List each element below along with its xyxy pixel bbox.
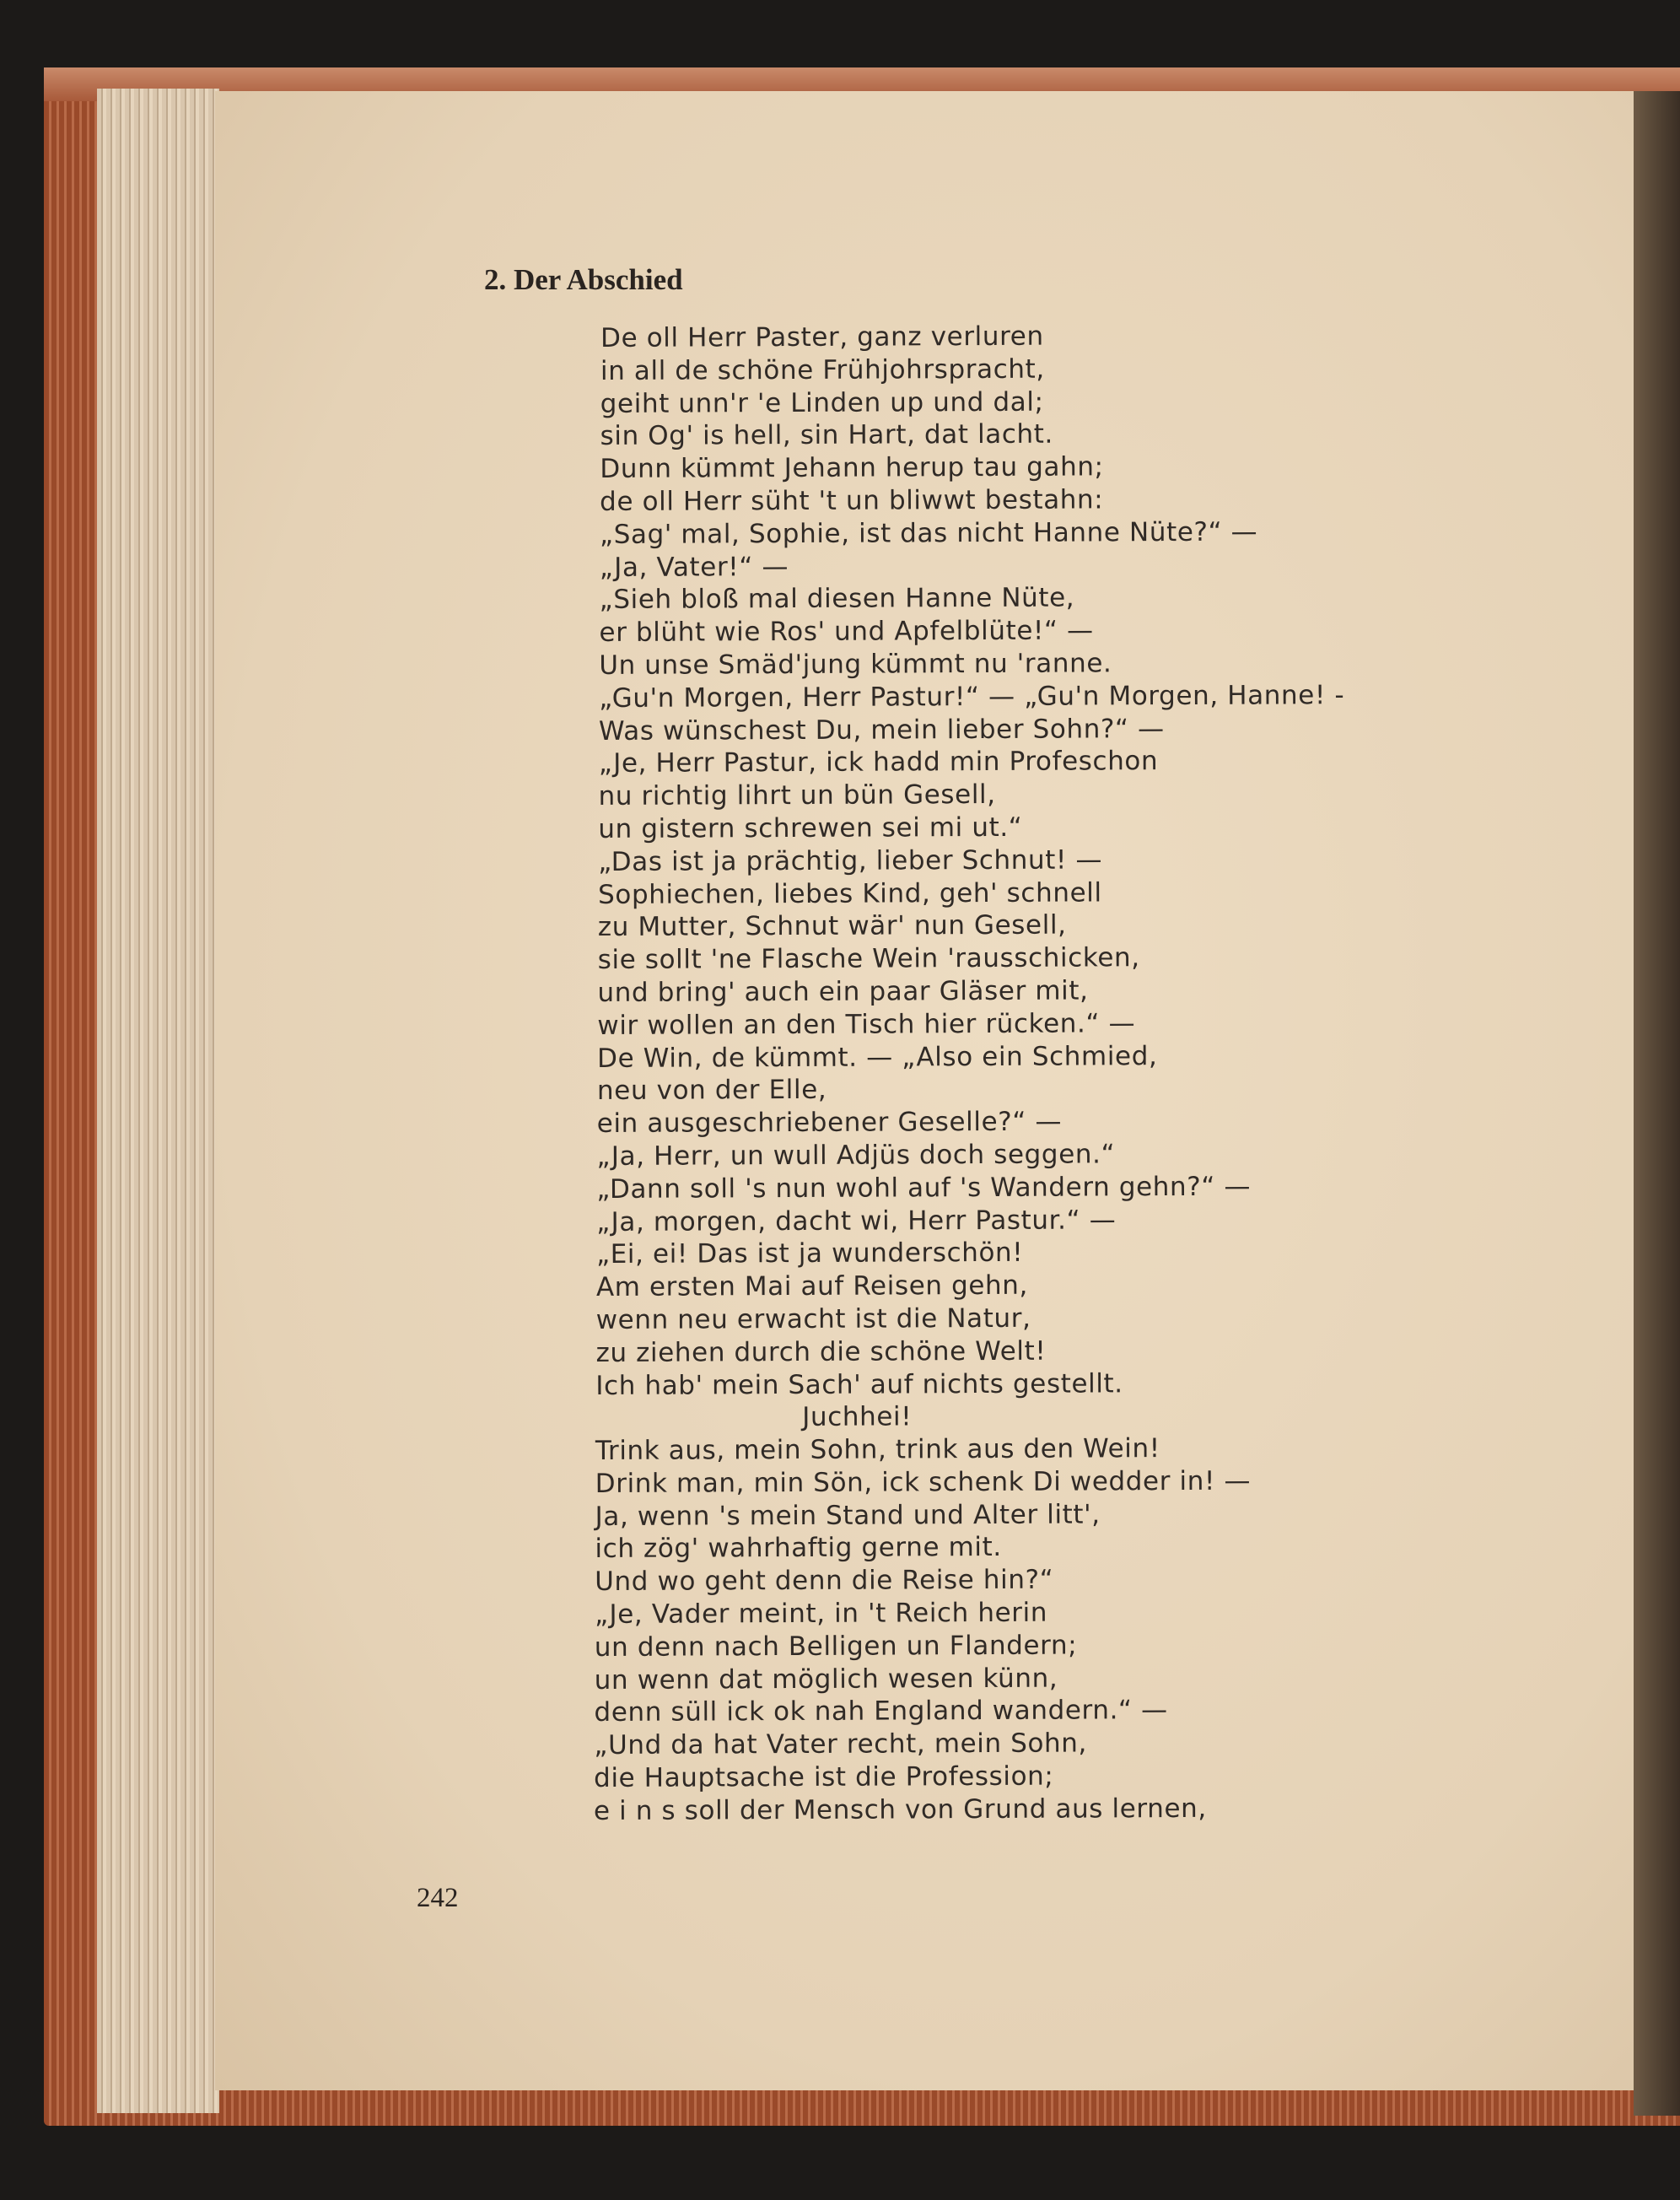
poem-line: ich zög' wahrhaftig gerne mit. (595, 1532, 1002, 1565)
poem-line: „Sieh bloß mal diesen Hanne Nüte, (599, 582, 1075, 616)
poem-line: „Ja, Herr, un wull Adjüs doch seggen.“ (596, 1139, 1116, 1172)
poem-line: wir wollen an den Tisch hier rücken.“ — (597, 1007, 1136, 1041)
poem-line: Juchhei! (802, 1401, 913, 1433)
poem-line: sie sollt 'ne Flasche Wein 'rausschicken, (597, 942, 1140, 976)
poem-line: Trink aus, mein Sohn, trink aus den Wein! (595, 1433, 1160, 1467)
page-stack-edge (97, 89, 219, 2113)
poem-line: in all de schöne Frühjohrspracht, (600, 353, 1045, 386)
poem-line: Drink man, min Sön, ick schenk Di wedder in! — (595, 1465, 1252, 1499)
poem-line: nu richtig lihrt un bün Gesell, (598, 779, 996, 812)
poem-line: Un unse Smäd'jung kümmt nu 'ranne. (599, 648, 1112, 681)
poem-line: sin Og' is hell, sin Hart, dat lacht. (600, 419, 1054, 452)
poem-line: „Gu'n Morgen, Herr Pastur!“ — „Gu'n Morgen, Hanne! - (599, 679, 1345, 714)
poem-line: „Je, Herr Pastur, ick hadd min Profeschon (598, 746, 1159, 779)
poem-text (593, 319, 1451, 1828)
poem-line: „Dann soll 's nun wohl auf 's Wandern gehn?“ — (596, 1171, 1252, 1205)
poem-line: De oll Herr Paster, ganz verluren (600, 321, 1044, 353)
poem-line: „Sag' mal, Sophie, ist das nicht Hanne Nüte?“ — (599, 516, 1258, 550)
poem-line: neu von der Elle, (596, 1075, 827, 1107)
poem-line: un gistern schrewen sei mi ut.“ (598, 812, 1023, 844)
poem-line: Dunn kümmt Jehann herup tau gahn; (600, 451, 1104, 485)
section-heading: 2. Der Abschied (484, 263, 683, 296)
poem-line: Ja, wenn 's mein Stand und Alter litt', (595, 1499, 1101, 1532)
facing-page-edge (1634, 91, 1680, 2116)
poem-line: „Ja, morgen, dacht wi, Herr Pastur.“ — (596, 1204, 1117, 1238)
poem-line: denn süll ick ok nah England wandern.“ — (594, 1695, 1168, 1728)
poem-line: er blüht wie Ros' und Apfelblüte!“ — (599, 615, 1094, 649)
poem-line: die Hauptsache ist die Profession; (594, 1761, 1054, 1794)
poem-line: Sophiechen, liebes Kind, geh' schnell (597, 876, 1102, 910)
poem-line: „Ja, Vater!“ — (599, 551, 789, 583)
poem-line: e i n s soll der Mensch von Grund aus lernen, (593, 1793, 1207, 1826)
poem-line: und bring' auch ein paar Gläser mit, (597, 975, 1089, 1008)
poem-line: geiht unn'r 'e Linden up und dal; (600, 386, 1044, 419)
poem-line: un denn nach Belligen un Flandern; (594, 1630, 1078, 1663)
poem-line: „Je, Vader meint, in 't Reich herin (595, 1597, 1048, 1631)
poem-line: un wenn dat möglich wesen künn, (594, 1663, 1058, 1696)
poem-line: de oll Herr süht 't un bliwwt bestahn: (600, 484, 1104, 517)
page-number: 242 (417, 1883, 459, 1913)
poem-line: Am ersten Mai auf Reisen gehn, (595, 1270, 1029, 1303)
poem-line: Ich hab' mein Sach' auf nichts gestellt. (595, 1367, 1123, 1401)
poem-line: „Und da hat Vater recht, mein Sohn, (594, 1728, 1088, 1761)
poem-line: Was wünschest Du, mein lieber Sohn?“ — (598, 713, 1165, 747)
poem-line: Und wo geht denn die Reise hin?“ (595, 1564, 1054, 1598)
poem-line: „Das ist ja prächtig, lieber Schnut! — (598, 844, 1103, 877)
poem-line: wenn neu erwacht ist die Natur, (595, 1302, 1031, 1335)
poem-line: De Win, de kümmt. — „Also ein Schmied, (597, 1040, 1158, 1074)
poem-line: zu ziehen durch die schöne Welt! (595, 1335, 1047, 1368)
poem-line: ein ausgeschriebener Geselle?“ — (596, 1106, 1063, 1140)
poem-line: „Ei, ei! Das ist ja wunderschön! (595, 1238, 1024, 1270)
poem-line: zu Mutter, Schnut wär' nun Gesell, (597, 909, 1067, 943)
